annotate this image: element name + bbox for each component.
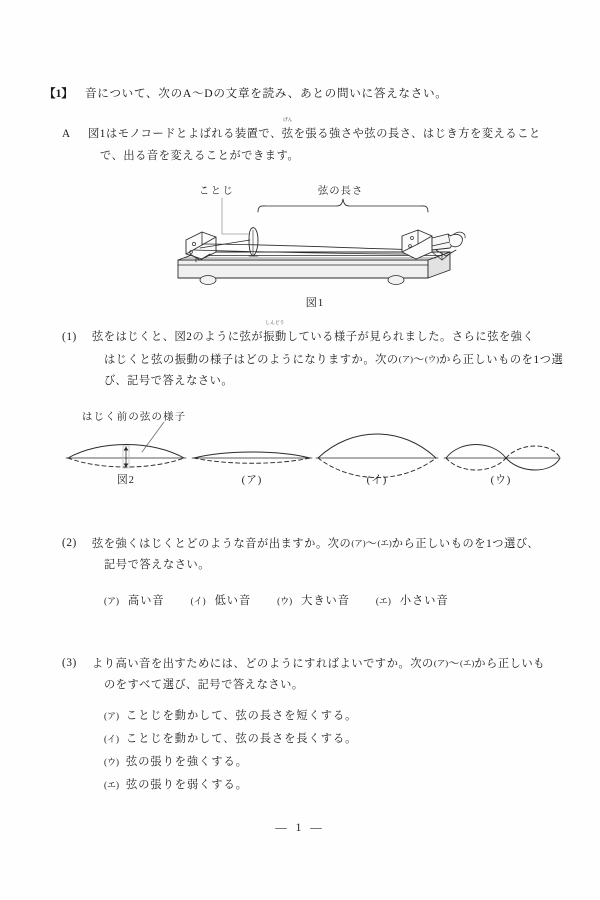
q2-mark-a: (ア) (351, 538, 366, 548)
section-a-line-1 (88, 117, 541, 144)
question-3-number: (3) (62, 657, 77, 669)
figure-1-monochord (150, 182, 480, 309)
q2-choice-d-mark: (エ) (375, 596, 391, 606)
q1-line1-pre: 弦をはじくと、図2のように弦が (92, 331, 264, 343)
figure1-bridge-label: ことじ (199, 186, 235, 197)
q3-line1-mid: ～ (448, 658, 460, 670)
ruby-shindou-reading: しんどう (265, 320, 285, 325)
q2-choice-a-mark: (ア) (104, 596, 119, 606)
q3-mark-d: (エ) (459, 658, 475, 668)
q1-line1-post: している様子が見られました。さらに弦を強く (286, 331, 535, 343)
ruby-gen-base: 弦 (281, 128, 294, 140)
q3-choice-d-mark: (エ) (104, 780, 119, 790)
section-a-marker: A (62, 128, 71, 140)
q3-choice-a[interactable] (104, 707, 357, 730)
question-1-line-3: び、記号で答えなさい。 (104, 375, 234, 387)
heading-number: 【1】 (44, 87, 73, 100)
question-3-line-1 (92, 653, 545, 674)
q2-line1-pre: 弦を強くはじくとどのような音が出ますか。次の (92, 538, 352, 550)
q1-mark-a: (ア) (398, 354, 414, 364)
question-1-line-2 (104, 349, 563, 370)
q1-mark-c: (ウ) (424, 354, 440, 364)
q3-choice-a-text: ことじを動かして、弦の長さを短くする。 (126, 710, 358, 722)
question-2-line-2: 記号で答えなさい。 (104, 559, 211, 571)
q3-choice-c[interactable] (104, 753, 357, 776)
q2-choice-b-mark: (イ) (190, 596, 206, 606)
page-heading (44, 84, 448, 104)
ruby-shindou-base: 振動 (263, 331, 287, 343)
q3-choice-c-text: 弦の張りを強くする。 (126, 756, 248, 768)
q1-line2-pre: はじくと弦の振動の様子はどのようになりますか。次の (104, 354, 399, 366)
ruby-gen (281, 117, 294, 144)
section-a-line-2: で、出る音を変えることができます。 (100, 150, 300, 162)
q3-line1-pre: より高い音を出すためには、どのようにすればよいですか。次の (92, 658, 434, 670)
wave-caption-b: (イ) (366, 475, 388, 486)
q3-mark-a: (ア) (433, 658, 449, 668)
q2-choice-c[interactable] (277, 592, 376, 608)
question-2-line-1 (92, 533, 539, 554)
q1-line2-post: から正しいものを1つ選 (439, 354, 564, 366)
wave-caption-c: (ウ) (490, 475, 512, 486)
q3-choice-d[interactable] (104, 776, 357, 799)
q2-choice-b[interactable] (191, 592, 278, 608)
q3-choice-d-text: 弦の張りを弱くする。 (126, 779, 248, 791)
section-a-line1-post: を張る強さや弦の長さ、はじき方を変えること (293, 128, 541, 140)
q3-line1-post: から正しいも (474, 658, 546, 670)
question-1-number: (1) (62, 331, 77, 343)
q2-choice-d-text: 小さい音 (399, 595, 449, 607)
question-3-line-2: のをすべて選び、記号で答えなさい。 (104, 679, 304, 691)
q2-choice-b-text: 低い音 (214, 595, 252, 607)
q2-choice-d[interactable] (376, 592, 475, 608)
q2-choice-a-text: 高い音 (128, 595, 165, 607)
wave-caption-a: (ア) (241, 475, 263, 486)
question-2-number: (2) (62, 537, 77, 549)
figure-2-caption: 図2 (117, 475, 135, 486)
question-3-choices (104, 707, 357, 799)
figure-2-wave-row (60, 408, 560, 490)
q3-choice-b-mark: (イ) (104, 734, 119, 744)
q2-line1-mid: ～ (365, 538, 378, 550)
q3-choice-b[interactable] (104, 730, 357, 753)
heading-text: 音について、次のA～Dの文章を読み、あとの問いに答えなさい。 (85, 87, 448, 100)
ruby-shindou (263, 320, 287, 347)
q3-choice-b-text: ことじを動かして、弦の長さを長くする。 (126, 733, 358, 745)
page-footer: — 1 — (275, 822, 325, 834)
q2-choice-a[interactable] (104, 592, 191, 608)
question-2-choices (104, 592, 475, 608)
q1-line2-mid: ～ (413, 354, 425, 366)
q2-choice-c-text: 大きい音 (301, 595, 350, 607)
q3-choice-c-mark: (ウ) (104, 757, 119, 767)
monochord-drawing (150, 182, 480, 294)
question-1-line-1 (92, 320, 535, 347)
figure1-string-length-label: 弦の長さ (318, 186, 364, 197)
section-a-line1-pre: 図1はモノコードとよばれる装置で、 (88, 128, 282, 140)
q2-line1-post: から正しいものを1つ選び、 (391, 538, 539, 550)
figure-1-caption: 図1 (305, 297, 325, 309)
figure2-before-label: はじく前の弦の様子 (82, 412, 187, 423)
ruby-gen-reading: げん (283, 117, 293, 122)
q2-mark-d: (エ) (377, 538, 392, 548)
q3-choice-a-mark: (ア) (104, 711, 119, 721)
q2-choice-c-mark: (ウ) (277, 596, 293, 606)
